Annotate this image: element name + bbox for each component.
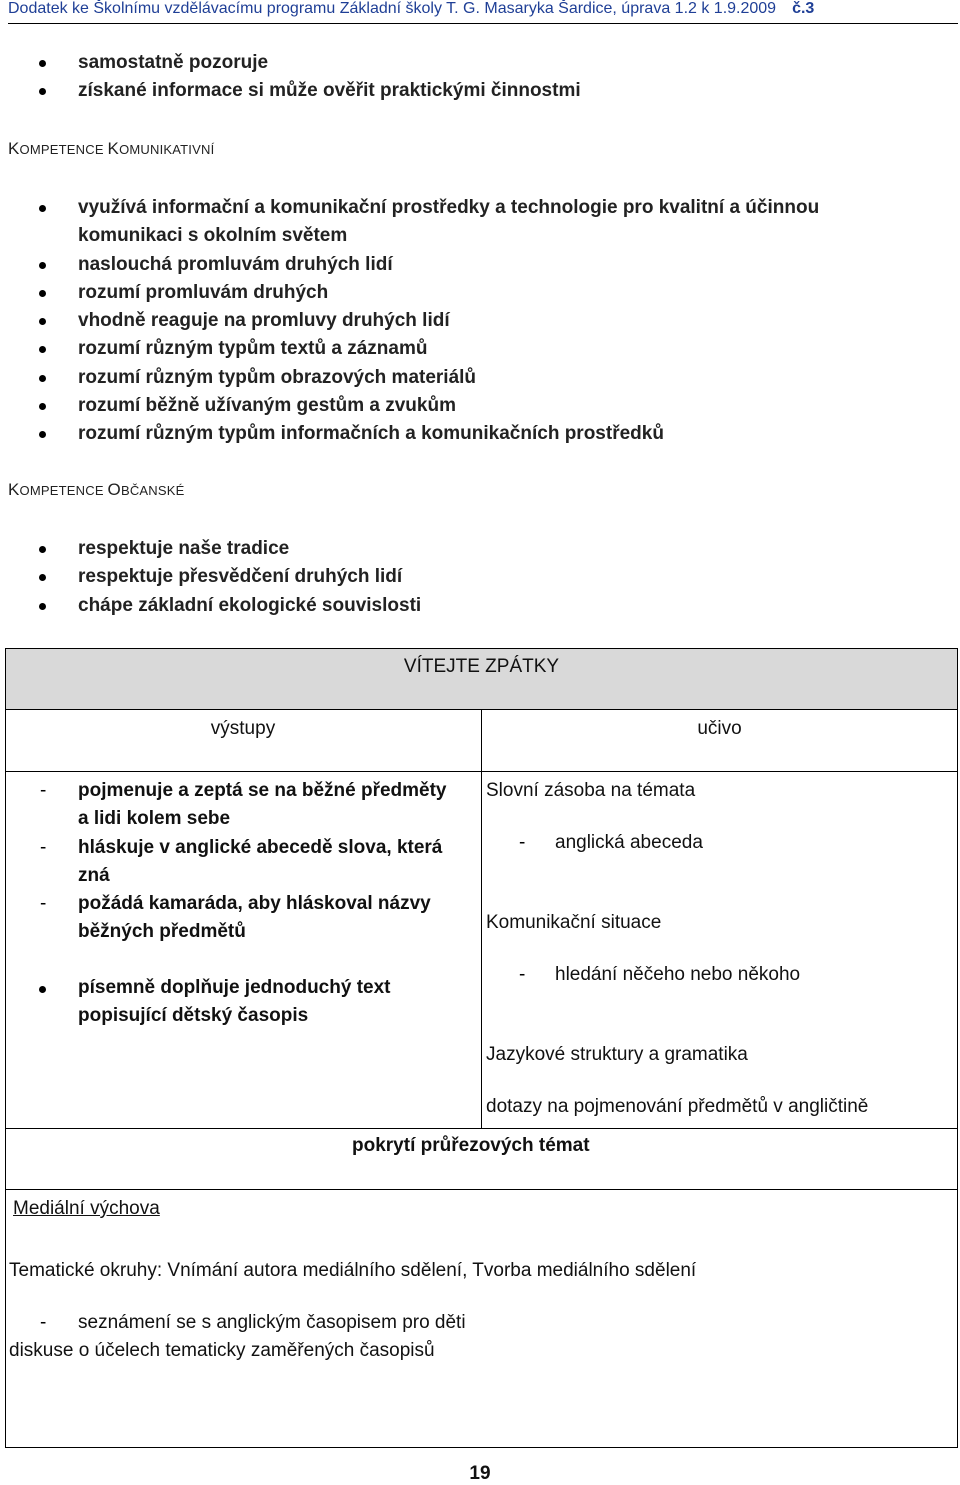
bullet-icon [39, 546, 46, 553]
vystup-line: běžných předmětů [78, 921, 246, 942]
table-title: VÍTEJTE ZPÁTKY [403, 656, 560, 677]
list-item: rozumí běžně užívaným gestům a zvukům [0, 392, 819, 420]
vystup-line: pojmenuje a zeptá se na běžné předměty [78, 780, 447, 801]
dash-marker: - [40, 780, 47, 801]
table-divider [5, 1128, 958, 1129]
section-heading-obcanske: KOMPETENCE OBČANSKÉ [8, 480, 185, 499]
bullet-icon [39, 262, 46, 269]
list-item: chápe základní ekologické souvislosti [0, 592, 421, 620]
bullet-icon [39, 574, 46, 581]
list-item: respektuje přesvědčení druhých lidí [0, 563, 421, 591]
header-number: č.3 [792, 0, 815, 17]
cross-curricular-heading: pokrytí průřezových témat [352, 1135, 590, 1156]
list-item: rozumí různým typům informačních a komunikačních prostředků [0, 420, 819, 448]
dash-marker: - [519, 964, 526, 985]
list-item: získané informace si může ověřit praktickými činnostmi [0, 77, 581, 105]
bullet-icon [39, 88, 46, 95]
ucivo-item: hledání něčeho nebo někoho [555, 964, 801, 985]
document-header [8, 0, 958, 24]
list-item: vhodně reaguje na promluvy druhých lidí [0, 307, 819, 335]
ucivo-heading: Komunikační situace [486, 912, 662, 933]
bullet-icon [39, 431, 46, 438]
ucivo-heading: Slovní zásoba na témata [486, 780, 696, 801]
bullet-icon [39, 318, 46, 325]
thematic-areas: Tematické okruhy: Vnímání autora mediálního sdělení, Tvorba mediálního sdělení [9, 1260, 697, 1281]
bullet-icon [39, 60, 46, 67]
ucivo-heading: Jazykové struktury a gramatika [486, 1044, 748, 1065]
bullet-icon [39, 986, 46, 993]
list-top [0, 49, 581, 106]
page-number: 19 [469, 1463, 491, 1484]
bullet-icon [39, 205, 46, 212]
list-item: samostatně pozoruje [0, 49, 581, 77]
section-heading-komunikativni: KOMPETENCE KOMUNIKATIVNÍ [8, 139, 215, 158]
ucivo-item: dotazy na pojmenování předmětů v angličtině [486, 1096, 869, 1117]
dash-marker: - [40, 893, 47, 914]
media-education-heading: Mediální výchova [13, 1198, 160, 1219]
list-item: využívá informační a komunikační prostředky a technologie pro kvalitní a účinnou [0, 194, 819, 222]
list-item: naslouchá promluvám druhých lidí [0, 251, 819, 279]
table-divider [481, 709, 482, 1128]
vystup-line: zná [78, 865, 110, 886]
vystup-line: a lidi kolem sebe [78, 808, 231, 829]
list-item: rozumí různým typům textů a záznamů [0, 335, 819, 363]
media-item: diskuse o účelech tematicky zaměřených časopisů [9, 1340, 435, 1361]
dash-marker: - [40, 1312, 47, 1333]
column-header-ucivo: učivo [697, 718, 742, 739]
column-header-vystupy: výstupy [210, 718, 276, 739]
dash-marker: - [519, 832, 526, 853]
vystup-line: hláskuje v anglické abecedě slova, která [78, 837, 443, 858]
bullet-icon [39, 403, 46, 410]
table-divider [5, 1189, 958, 1190]
bullet-icon [39, 603, 46, 610]
list-item: respektuje naše tradice [0, 535, 421, 563]
list-item: rozumí různým typům obrazových materiálů [0, 364, 819, 392]
bullet-icon [39, 290, 46, 297]
bullet-icon [39, 375, 46, 382]
media-item: seznámení se s anglickým časopisem pro děti [78, 1312, 466, 1333]
vystup-line: písemně doplňuje jednoduchý text [78, 977, 391, 998]
dash-marker: - [40, 837, 47, 858]
header-text: Dodatek ke Školnímu vzdělávacímu programu Základní školy T. G. Masaryka Šardice, úprava 1.2 k 1.9.2009 [8, 0, 777, 17]
list-obcanske [0, 535, 421, 620]
vystup-line: popisující dětský časopis [78, 1005, 309, 1026]
bullet-icon [39, 346, 46, 353]
list-komunikativni [0, 194, 819, 449]
vystup-line: požádá kamaráda, aby hláskoval názvy [78, 893, 431, 914]
list-item: komunikaci s okolním světem [78, 225, 348, 247]
list-item: rozumí promluvám druhých [0, 279, 819, 307]
ucivo-item: anglická abeceda [555, 832, 703, 853]
